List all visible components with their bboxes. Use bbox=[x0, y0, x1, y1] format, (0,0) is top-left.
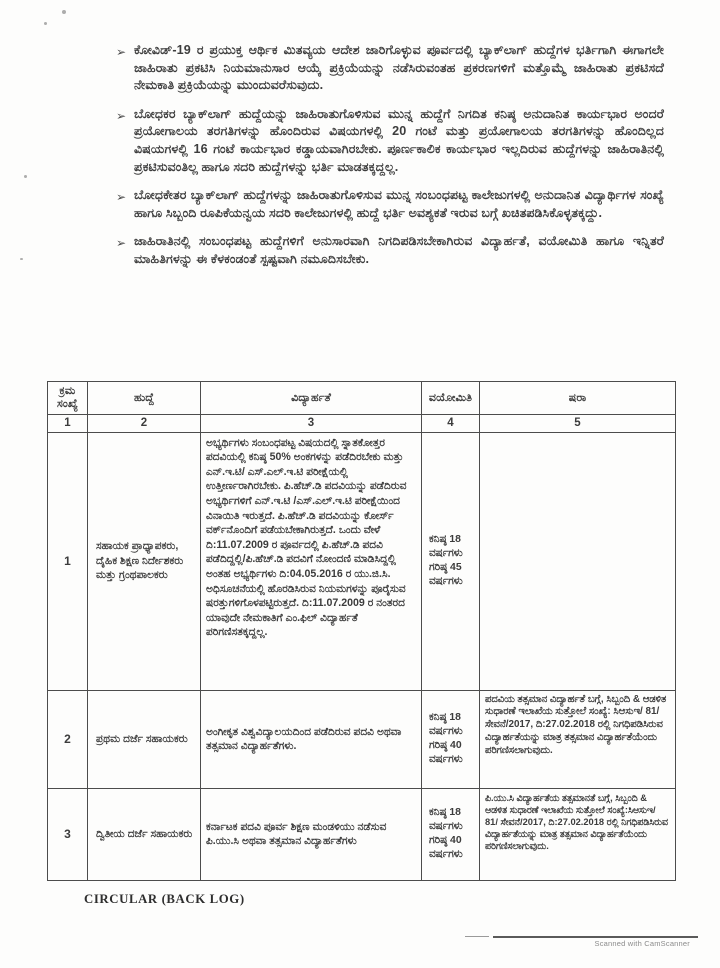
arrow-bullet-icon: ➢ bbox=[116, 236, 127, 251]
cell-remarks: ಪದವಿಯ ತತ್ಸಮಾನ ವಿದ್ಯಾರ್ಹತೆ ಬಗ್ಗೆ, ಸಿಬ್ಬಂದಿ & ಆಡಳಿತ ಸುಧಾರಣೆ ಇಲಾಖೆಯ ಸುತ್ತೋಲೆ ಸಂಖ್ಯೆ: ಸಿಆಸುಇ/ 81/ಸೇವನೆ/2017, ದಿ:27.02.2018 ರಲ್ಲಿ ನಿಗಧಿಪಡಿಸಿರುವ ವಿದ್ಯಾರ್ಹತೆಯನ್ನು ಮಾತ್ರ ತತ್ಸಮಾನ ವಿದ್ಯಾರ್ಹತೆಯೆಂದು ಪರಿಗಣಿಸಲಾಗುವುದು. bbox=[480, 690, 676, 788]
arrow-bullet-icon: ➢ bbox=[116, 45, 127, 59]
arrow-bullet-icon: ➢ bbox=[116, 108, 127, 123]
cell-qualification: ಅಂಗೀಕೃತ ವಿಶ್ವವಿದ್ಯಾಲಯದಿಂದ ಪಡೆದಿರುವ ಪದವಿ ಅಥವಾ ತತ್ಸಮಾನ ವಿದ್ಯಾರ್ಹತೆಗಳು. bbox=[201, 690, 422, 788]
column-number: 4 bbox=[422, 415, 480, 433]
camscanner-watermark bbox=[493, 936, 698, 948]
bullet-item-covid-readvertise bbox=[116, 42, 664, 95]
column-number: 5 bbox=[480, 415, 676, 433]
column-number: 2 bbox=[88, 415, 201, 433]
scan-noise-speck bbox=[62, 10, 66, 14]
cell-serial: 2 bbox=[48, 690, 88, 788]
scan-noise-speck bbox=[20, 258, 23, 260]
scan-noise-speck bbox=[24, 175, 27, 178]
arrow-bullet-icon: ➢ bbox=[116, 190, 127, 205]
bullet-text: ಬೋಧಕೇತರ ಬ್ಯಾಕ್‌ಲಾಗ್ ಹುದ್ದೆಗಳನ್ನು ಜಾಹಿರಾತುಗೊಳಿಸುವ ಮುನ್ನ ಸಂಬಂಧಪಟ್ಟ ಕಾಲೇಜುಗಳಲ್ಲಿ ಅನುದಾನಿತ ವಿದ್ಯಾರ್ಥಿಗಳ ಸಂಖ್ಯೆ ಹಾಗೂ ಸಿಬ್ಬಂದಿ ರೂಪಿಕೆಯನ್ವಯ ಸದರಿ ಕಾಲೇಜುಗಳಲ್ಲಿ ಹುದ್ದೆ ಭರ್ತಿ ಅವಶ್ಯಕತೆ ಇರುವ ಬಗ್ಗೆ ಖಚಿತಪಡಿಸಿಕೊಳ್ಳತಕ್ಕದ್ದು. bbox=[134, 188, 664, 220]
cell-age-limit: ಕನಿಷ್ಠ 18 ವರ್ಷಗಳು ಗರಿಷ್ಠ 45 ವರ್ಷಗಳು bbox=[422, 432, 480, 690]
table-column-number-row bbox=[48, 415, 676, 433]
column-number: 3 bbox=[201, 415, 422, 433]
cell-age-limit: ಕನಿಷ್ಠ 18 ವರ್ಷಗಳು ಗರಿಷ್ಠ 40 ವರ್ಷಗಳು bbox=[422, 690, 480, 788]
cell-serial: 1 bbox=[48, 432, 88, 690]
cell-remarks bbox=[480, 432, 676, 690]
bullet-item-advert-details bbox=[116, 233, 664, 268]
cell-remarks: ಪಿ.ಯು.ಸಿ ವಿದ್ಯಾರ್ಹತೆಯ ತತ್ಸಮಾನತೆ ಬಗ್ಗೆ, ಸಿಬ್ಬಂದಿ & ಆಡಳಿತ ಸುಧಾರಣೆ ಇಲಾಖೆಯ ಸುತ್ತೋಲೆ ಸಂಖ್ಯೆ:ಸಿಆಸುಇ/ 81/ ಸೇವನೆ/2017, ದಿ:27.02.2018 ರಲ್ಲಿ ನಿಗಧಿಪಡಿಸಿರುವ ವಿದ್ಯಾರ್ಹತೆಯನ್ನು ಮಾತ್ರ ತತ್ಸಮಾನ ವಿದ್ಯಾರ್ಹತೆಯೆಂದು ಪರಿಗಣಿಸಲಾಗುವುದು. bbox=[480, 788, 676, 880]
cell-post: ಸಹಾಯಕ ಪ್ರಾಧ್ಯಾಪಕರು, ದೈಹಿಕ ಶಿಕ್ಷಣ ನಿರ್ದೇಶಕರು ಮತ್ತು ಗ್ರಂಥಪಾಲಕರು bbox=[88, 432, 201, 690]
circular-bullet-list bbox=[116, 42, 664, 280]
column-number: 1 bbox=[48, 415, 88, 433]
table-header-row bbox=[48, 382, 676, 415]
table-row bbox=[48, 690, 676, 788]
header-remarks: ಷರಾ bbox=[480, 382, 676, 415]
header-post: ಹುದ್ದೆ bbox=[88, 382, 201, 415]
bullet-item-teaching-workload bbox=[116, 106, 664, 176]
bullet-text: ಬೋಧಕರ ಬ್ಯಾಕ್‌ಲಾಗ್ ಹುದ್ದೆಯನ್ನು ಜಾಹಿರಾತುಗೊಳಿಸುವ ಮುನ್ನ ಹುದ್ದೆಗೆ ನಿಗದಿತ ಕನಿಷ್ಠ ಅನುದಾನಿತ ಕಾರ್ಯಭಾರ ಅಂದರೆ ಪ್ರಯೋಗಾಲಯ ತರಗತಿಗಳನ್ನು ಹೊಂದಿರುವ ವಿಷಯಗಳಲ್ಲಿ 20 ಗಂಟೆ ಮತ್ತು ಪ್ರಯೋಗಾಲಯ ತರಗತಿಗಳನ್ನು ಹೊಂದಿಲ್ಲದ ವಿಷಯಗಳಲ್ಲಿ 16 ಗಂಟೆ ಕಾರ್ಯಭಾರ ಕಡ್ಡಾಯವಾಗಿರಬೇಕು. ಪೂರ್ಣಕಾಲಿಕ ಕಾರ್ಯಭಾರ ಇಲ್ಲದಿರುವ ಹುದ್ದೆಗಳನ್ನು ಜಾಹಿರಾತಿನಲ್ಲಿ ಪ್ರಕಟಿಸುವಂತಿಲ್ಲ ಹಾಗೂ ಸದರಿ ಹುದ್ದೆಗಳನ್ನು ಭರ್ತಿ ಮಾಡತಕ್ಕದ್ದಲ್ಲ. bbox=[134, 106, 664, 174]
cell-age-limit: ಕನಿಷ್ಠ 18 ವರ್ಷಗಳು ಗರಿಷ್ಠ 40 ವರ್ಷಗಳು bbox=[422, 788, 480, 880]
cell-post: ಪ್ರಥಮ ದರ್ಜೆ ಸಹಾಯಕರು bbox=[88, 690, 201, 788]
header-serial-number: ಕ್ರಮ ಸಂಖ್ಯೆ bbox=[48, 382, 88, 415]
bullet-text: ಜಾಹಿರಾತಿನಲ್ಲಿ ಸಂಬಂಧಪಟ್ಟ ಹುದ್ದೆಗಳಿಗೆ ಅನುಸಾರವಾಗಿ ನಿಗದಿಪಡಿಸಬೇಕಾಗಿರುವ ವಿದ್ಯಾರ್ಹತೆ, ವಯೋಮಿತಿ ಹಾಗೂ ಇನ್ನಿತರೆ ಮಾಹಿತಿಗಳನ್ನು ಈ ಕೆಳಕಂಡಂತೆ ಸ್ಪಷ್ಟವಾಗಿ ನಮೂದಿಸಬೇಕು. bbox=[134, 234, 664, 266]
table-row bbox=[48, 432, 676, 690]
watermark-line bbox=[465, 936, 489, 937]
bullet-item-nonteaching-verify bbox=[116, 187, 664, 222]
scan-noise-speck bbox=[44, 22, 47, 25]
header-qualification: ವಿದ್ಯಾರ್ಹತೆ bbox=[201, 382, 422, 415]
posts-qualification-table bbox=[47, 381, 676, 881]
watermark-text: Scanned with CamScanner bbox=[594, 939, 690, 948]
document-footer-label: CIRCULAR (BACK LOG) bbox=[84, 892, 245, 906]
cell-serial: 3 bbox=[48, 788, 88, 880]
header-age-limit: ವಯೋಮಿತಿ bbox=[422, 382, 480, 415]
bullet-text: ಕೋವಿಡ್-19 ರ ಪ್ರಯುಕ್ತ ಆರ್ಥಿಕ ಮಿತವ್ಯಯ ಆದೇಶ ಜಾರಿಗೊಳ್ಳುವ ಪೂರ್ವದಲ್ಲಿ ಬ್ಯಾಕ್‌ಲಾಗ್ ಹುದ್ದೆಗಳ ಭರ್ತಿಗಾಗಿ ಈಗಾಗಲೇ ಜಾಹಿರಾತು ಪ್ರಕಟಿಸಿ ನಿಯಮಾನುಸಾರ ಆಯ್ಕೆ ಪ್ರಕ್ರಿಯೆಯನ್ನು ನಡೆಸಿರುವಂತಹ ಪ್ರಕರಣಗಳಿಗೆ ಮತ್ತೊಮ್ಮೆ ಜಾಹಿರಾತು ಪ್ರಕಟಿಸದೆ ನೇಮಕಾತಿ ಪ್ರಕ್ರಿಯೆಯನ್ನು ಮುಂದುವರೆಸುವುದು. bbox=[134, 43, 664, 93]
cell-post: ದ್ವಿತೀಯ ದರ್ಜೆ ಸಹಾಯಕರು bbox=[88, 788, 201, 880]
table-row bbox=[48, 788, 676, 880]
cell-qualification: ಅಭ್ಯರ್ಥಿಗಳು ಸಂಬಂಧಪಟ್ಟ ವಿಷಯದಲ್ಲಿ ಸ್ನಾತಕೋತ್ತರ ಪದವಿಯಲ್ಲಿ ಕನಿಷ್ಠ 50% ಅಂಕಗಳನ್ನು ಪಡೆದಿರಬೇಕು ಮತ್ತು ಎನ್.ಇ.ಟಿ/ ಎಸ್.ಎಲ್.ಇ.ಟಿ ಪರೀಕ್ಷೆಯಲ್ಲಿ ಉತ್ತೀರ್ಣರಾಗಿರಬೇಕು. ಪಿ.ಹೆಚ್.ಡಿ ಪದವಿಯನ್ನು ಪಡೆದಿರುವ ಅಭ್ಯರ್ಥಿಗಳಿಗೆ ಎನ್.ಇ.ಟಿ /ಎಸ್.ಎಲ್.ಇ.ಟಿ ಪರೀಕ್ಷೆಯಿಂದ ವಿನಾಯಿತಿ ಇರುತ್ತದೆ. ಪಿ.ಹೆಚ್.ಡಿ ಪದವಿಯನ್ನು ಕೋರ್ಸ್ ವರ್ಕ್‌ನೊಂದಿಗೆ ಪಡೆಯಬೇಕಾಗಿರುತ್ತದೆ. ಒಂದು ವೇಳೆ ದಿ:11.07.2009 ರ ಪೂರ್ವದಲ್ಲಿ ಪಿ.ಹೆಚ್.ಡಿ ಪದವಿ ಪಡೆದಿದ್ದಲ್ಲಿ/ಪಿ.ಹೆಚ್.ಡಿ ಪದವಿಗೆ ನೋಂದಣಿ ಮಾಡಿಸಿದ್ದಲ್ಲಿ ಅಂತಹ ಅಭ್ಯರ್ಥಿಗಳು ದಿ:04.05.2016 ರ ಯು.ಜಿ.ಸಿ. ಅಧಿಸೂಚನೆಯಲ್ಲಿ ಹೊರಡಿಸಿರುವ ನಿಯಮಗಳನ್ನು ಪೂರೈಸುವ ಷರತ್ತುಗಳಿಗೊಳಪಟ್ಟಿರುತ್ತದೆ. ದಿ:11.07.2009 ರ ನಂತರದ ಯಾವುದೇ ನೇಮಕಾತಿಗೆ ಎಂ.ಫಿಲ್ ವಿದ್ಯಾರ್ಹತೆ ಪರಿಗಣಿಸತಕ್ಕದ್ದಲ್ಲ. bbox=[201, 432, 422, 690]
cell-qualification: ಕರ್ನಾಟಕ ಪದವಿ ಪೂರ್ವ ಶಿಕ್ಷಣ ಮಂಡಳಿಯು ನಡೆಸುವ ಪಿ.ಯು.ಸಿ ಅಥವಾ ತತ್ಸಮಾನ ವಿದ್ಯಾರ್ಹತೆಗಳು bbox=[201, 788, 422, 880]
